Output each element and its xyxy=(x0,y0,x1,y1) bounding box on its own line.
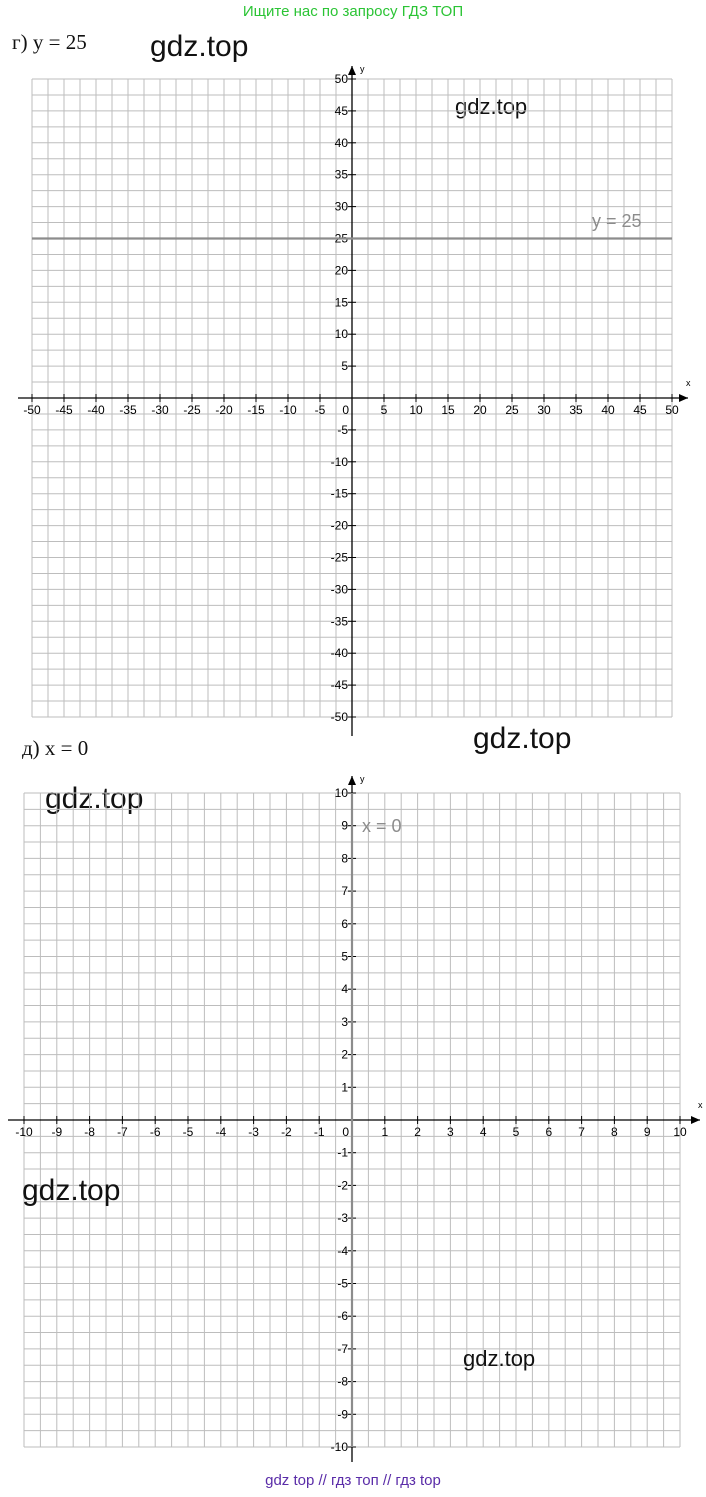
series-label: x = 0 xyxy=(362,816,402,836)
y-tick-label: -2 xyxy=(337,1178,348,1193)
task-label-d: д) x = 0 xyxy=(22,736,89,760)
x-tick-label: 50 xyxy=(665,403,679,417)
chart-x-equals-0 xyxy=(0,770,706,1470)
x-tick-label: 9 xyxy=(643,1125,651,1139)
x-tick-label: 40 xyxy=(601,403,615,417)
x-tick-label: 8 xyxy=(611,1125,618,1139)
y-tick-label: 5 xyxy=(341,359,348,374)
x-tick-label: -30 xyxy=(151,403,169,417)
x-tick-label: 15 xyxy=(441,403,455,417)
y-tick-label: 35 xyxy=(334,167,348,182)
chart-y-equals-25 xyxy=(0,58,706,740)
y-axis-arrow xyxy=(348,776,356,785)
y-tick-label: -5 xyxy=(337,1276,348,1291)
y-tick-label: 7 xyxy=(341,884,348,899)
watermark-4: gdz.top xyxy=(45,782,144,815)
x-tick-label: 45 xyxy=(633,403,647,417)
x-tick-label: 2 xyxy=(414,1125,421,1139)
x-tick-label: 7 xyxy=(578,1125,585,1139)
watermark-5: gdz.top xyxy=(22,1174,121,1207)
x-tick-label: -5 xyxy=(314,403,326,417)
x-tick-label: -50 xyxy=(23,403,41,417)
y-tick-label: -40 xyxy=(330,646,348,661)
x-tick-label: 10 xyxy=(673,1125,687,1139)
y-tick-label: 10 xyxy=(334,327,348,342)
y-tick-label: -45 xyxy=(330,678,348,693)
x-tick-label: 35 xyxy=(569,403,583,417)
x-tick-label: -4 xyxy=(215,1125,227,1139)
y-tick-label: 30 xyxy=(334,199,348,214)
y-tick-label: 15 xyxy=(334,295,348,310)
y-tick-label: -10 xyxy=(330,1440,348,1454)
y-tick-label: 2 xyxy=(341,1047,348,1062)
x-tick-label: -9 xyxy=(51,1125,63,1139)
footer-links[interactable]: gdz top // гдз топ // гдз top xyxy=(265,1472,441,1489)
y-tick-label: -6 xyxy=(337,1309,348,1324)
x-tick-label: -25 xyxy=(183,403,201,417)
x-tick-label: 5 xyxy=(512,1125,520,1139)
x-axis-label: x xyxy=(686,378,691,388)
x-tick-label: -15 xyxy=(247,403,265,417)
y-tick-label: -9 xyxy=(337,1407,348,1422)
series-label: y = 25 xyxy=(592,211,642,231)
y-tick-label: 6 xyxy=(341,916,348,931)
y-tick-label: -5 xyxy=(337,422,348,437)
y-tick-label: 1 xyxy=(341,1080,348,1095)
x-axis-arrow xyxy=(679,394,688,402)
watermark-2: gdz.top xyxy=(455,94,528,119)
y-tick-label: -10 xyxy=(330,454,348,469)
y-tick-label: -7 xyxy=(337,1341,348,1356)
x-tick-label: 20 xyxy=(473,403,487,417)
y-tick-label: -35 xyxy=(330,614,348,629)
y-axis-arrow xyxy=(348,66,356,75)
x-tick-label: 30 xyxy=(537,403,551,417)
y-tick-label: -3 xyxy=(337,1211,348,1226)
x-tick-label: 1 xyxy=(381,1125,389,1139)
y-tick-label: 25 xyxy=(334,231,348,246)
x-tick-label: -35 xyxy=(119,403,137,417)
y-tick-label: 5 xyxy=(341,949,348,964)
y-tick-label: 8 xyxy=(341,851,348,866)
x-tick-label: 5 xyxy=(380,403,388,417)
x-tick-label: 0 xyxy=(342,403,349,417)
search-banner[interactable]: Ищите нас по запросу ГДЗ ТОП xyxy=(242,3,464,20)
y-tick-label: 4 xyxy=(341,982,348,997)
y-tick-label: 10 xyxy=(334,786,348,800)
y-tick-label: -1 xyxy=(337,1145,348,1160)
y-tick-label: 9 xyxy=(341,818,348,833)
y-tick-label: 40 xyxy=(334,135,348,150)
x-tick-label: 25 xyxy=(505,403,519,417)
watermark-3: gdz.top xyxy=(473,722,572,755)
x-tick-label: -2 xyxy=(281,1125,292,1139)
x-tick-label: 4 xyxy=(479,1125,487,1139)
y-tick-label: 20 xyxy=(334,263,348,278)
watermark-1: gdz.top xyxy=(150,30,249,63)
y-tick-label: 45 xyxy=(334,103,348,118)
y-tick-label: -20 xyxy=(330,518,348,533)
x-tick-label: -6 xyxy=(149,1125,161,1139)
x-tick-label: 3 xyxy=(447,1125,454,1139)
x-tick-label: -8 xyxy=(84,1125,95,1139)
x-tick-label: -40 xyxy=(87,403,105,417)
x-tick-label: -45 xyxy=(55,403,73,417)
x-tick-label: 10 xyxy=(409,403,423,417)
x-tick-label: -10 xyxy=(15,1125,33,1139)
y-tick-label: -8 xyxy=(337,1374,348,1389)
y-tick-label: -30 xyxy=(330,582,348,597)
x-axis-arrow xyxy=(691,1116,700,1124)
y-tick-label: -50 xyxy=(330,710,348,724)
x-axis-label: x xyxy=(698,1100,703,1110)
x-tick-label: -10 xyxy=(279,403,297,417)
x-tick-label: -20 xyxy=(215,403,233,417)
y-axis-label: y xyxy=(360,774,365,784)
y-axis-label: y xyxy=(360,64,365,74)
x-tick-label: 6 xyxy=(545,1125,553,1139)
y-tick-label: -4 xyxy=(337,1243,348,1258)
y-tick-label: -25 xyxy=(330,550,348,565)
x-tick-label: -1 xyxy=(313,1125,325,1139)
y-tick-label: -15 xyxy=(330,486,348,501)
x-tick-label: -5 xyxy=(182,1125,194,1139)
x-tick-label: 0 xyxy=(342,1125,349,1139)
watermark-6: gdz.top xyxy=(463,1346,536,1371)
task-label-g: г) y = 25 xyxy=(12,30,87,54)
y-tick-label: 3 xyxy=(341,1014,348,1029)
x-tick-label: -7 xyxy=(117,1125,128,1139)
y-tick-label: 50 xyxy=(334,72,348,86)
x-tick-label: -3 xyxy=(248,1125,259,1139)
